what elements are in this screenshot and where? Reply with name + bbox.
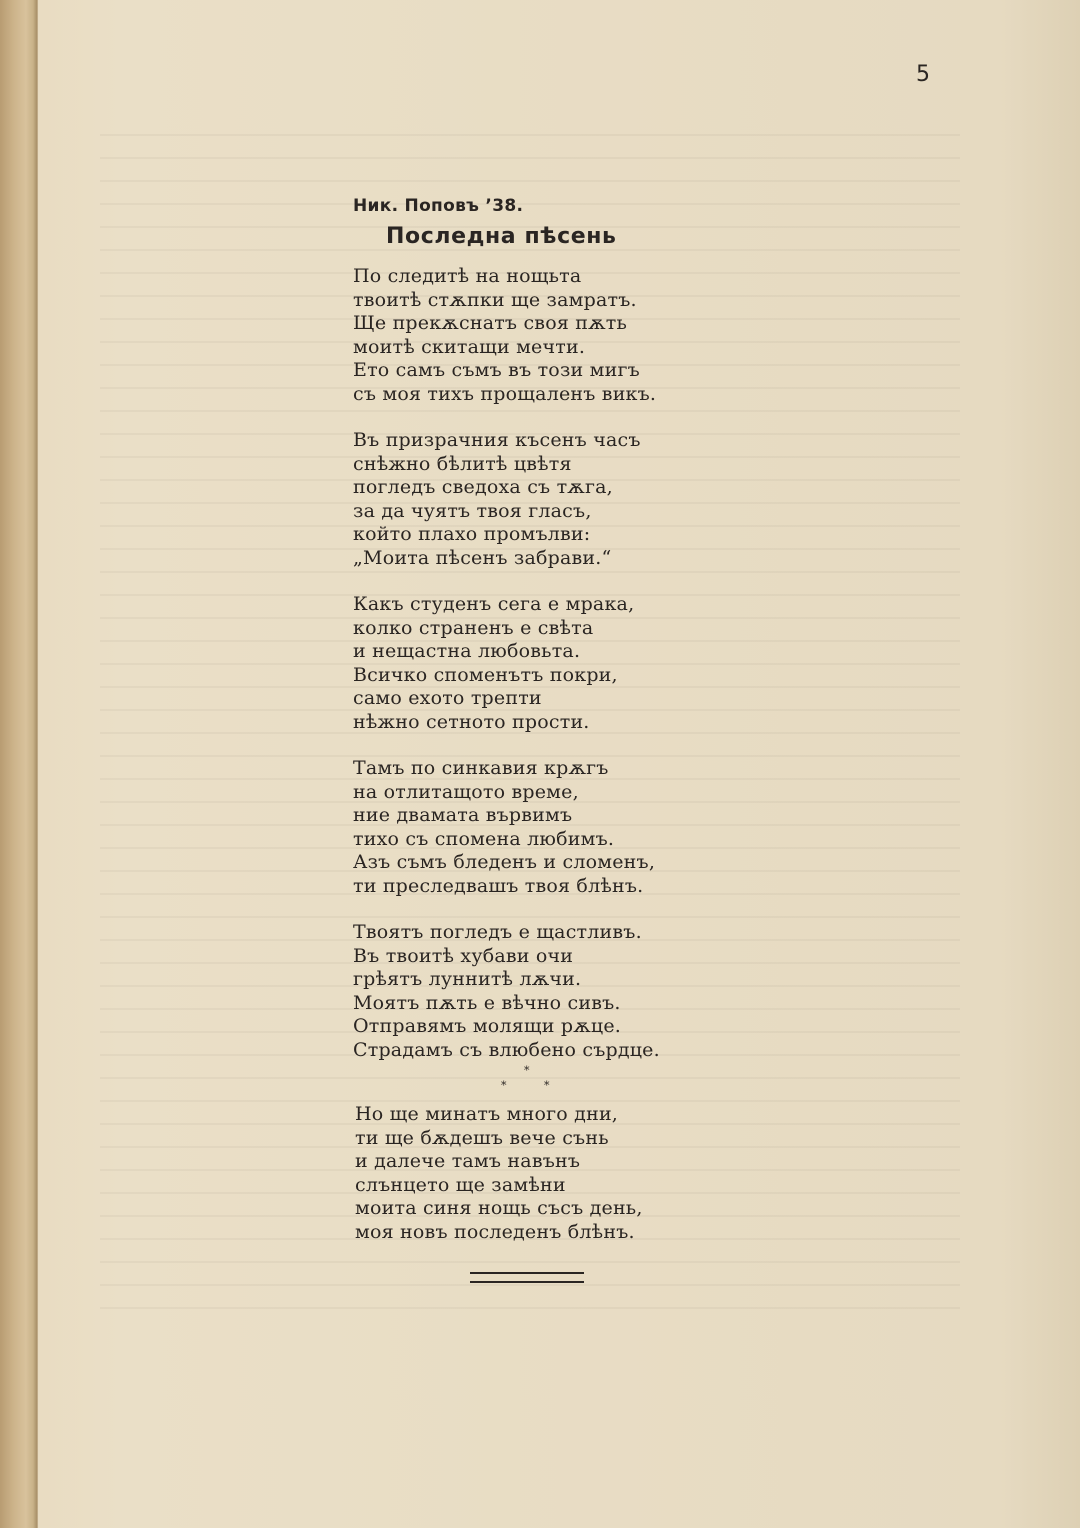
stanza-5 bbox=[353, 921, 733, 1062]
poem-line: ти преследвашъ твоя блѣнъ. bbox=[353, 874, 644, 897]
poem-line: който плахо промълви: bbox=[353, 523, 591, 545]
stanza-3 bbox=[353, 593, 733, 734]
poem-line: моя новъ последенъ блѣнъ. bbox=[355, 1220, 635, 1243]
poem-line: слънцето ще замѣни bbox=[355, 1173, 566, 1196]
poem-line: „Моита пѣсенъ забрави.“ bbox=[353, 546, 612, 569]
poem-line: Какъ студенъ сега е мрака, bbox=[353, 593, 635, 615]
end-double-rule bbox=[470, 1272, 584, 1283]
poem-line: тихо съ спомена любимъ. bbox=[353, 827, 615, 850]
poem-line: Твоятъ погледъ е щастливъ. bbox=[353, 921, 642, 943]
stanza-1 bbox=[353, 265, 733, 406]
poem-line: само ехото трепти bbox=[353, 687, 542, 709]
poem-line: съ моя тихъ прощаленъ викъ. bbox=[353, 382, 657, 405]
poem-title: Последна пѣсень bbox=[386, 224, 617, 249]
poem-line: твоитѣ стѫпки ще замратъ. bbox=[353, 288, 637, 311]
asterisk: * bbox=[544, 1079, 550, 1092]
poem-line: Въ призрачния късенъ часъ bbox=[353, 429, 641, 451]
asterisk: * bbox=[524, 1064, 530, 1077]
poem-line: По следитѣ на нощьта bbox=[353, 265, 582, 287]
poem-line: за да чуятъ твоя гласъ, bbox=[353, 499, 592, 522]
poem-line: ние двамата вървимъ bbox=[353, 804, 573, 826]
poem-line: снѣжно бѣлитѣ цвѣтя bbox=[353, 452, 572, 475]
poem-line: Тамъ по синкавия крѫгъ bbox=[353, 757, 609, 779]
poem-line: Но ще минатъ много дни, bbox=[355, 1103, 619, 1125]
poem-line: грѣятъ луннитѣ лѫчи. bbox=[353, 968, 582, 990]
poem-line: и далече тамъ навънъ bbox=[355, 1150, 581, 1172]
poem-line: Отправямъ молящи рѫце. bbox=[353, 1015, 622, 1037]
poem-line: нѣжно сетното прости. bbox=[353, 710, 590, 733]
asterisk: * bbox=[501, 1079, 507, 1092]
book-spine bbox=[0, 0, 38, 1528]
poem-line: Всичко споменътъ покри, bbox=[353, 663, 618, 686]
poem-author: Ник. Поповъ ’38. bbox=[353, 196, 524, 216]
poem-line: Страдамъ съ влюбено сърдце. bbox=[353, 1038, 660, 1061]
poem-line: Ще прекѫснатъ своя пѫть bbox=[353, 312, 628, 334]
poem-line: ти ще бѫдешъ вече сънь bbox=[355, 1126, 609, 1149]
page-number: 5 bbox=[916, 62, 930, 87]
poem-line: погледъ сведоха съ тѫга, bbox=[353, 476, 613, 498]
poem-line: моита синя нощь съсъ день, bbox=[355, 1197, 643, 1219]
poem-line: и нещастна любовьта. bbox=[353, 640, 581, 662]
poem-line: моитѣ скитащи мечти. bbox=[353, 335, 586, 358]
poem-line: Азъ съмъ бледенъ и сломенъ, bbox=[353, 851, 656, 873]
poem-line: на отлитащото време, bbox=[353, 780, 579, 803]
poem-line: Моятъ пѫть е вѣчно сивъ. bbox=[353, 991, 621, 1014]
stanza-2 bbox=[353, 429, 733, 570]
poem-line: Въ твоитѣ хубави очи bbox=[353, 944, 574, 967]
stanza-4 bbox=[353, 757, 733, 898]
asterism-separator bbox=[495, 1062, 565, 1098]
final-stanza bbox=[355, 1103, 643, 1244]
poem-line: Ето самъ съмъ въ този мигъ bbox=[353, 359, 640, 381]
poem-line: колко страненъ е свѣта bbox=[353, 616, 594, 639]
poem-body bbox=[353, 265, 733, 1085]
